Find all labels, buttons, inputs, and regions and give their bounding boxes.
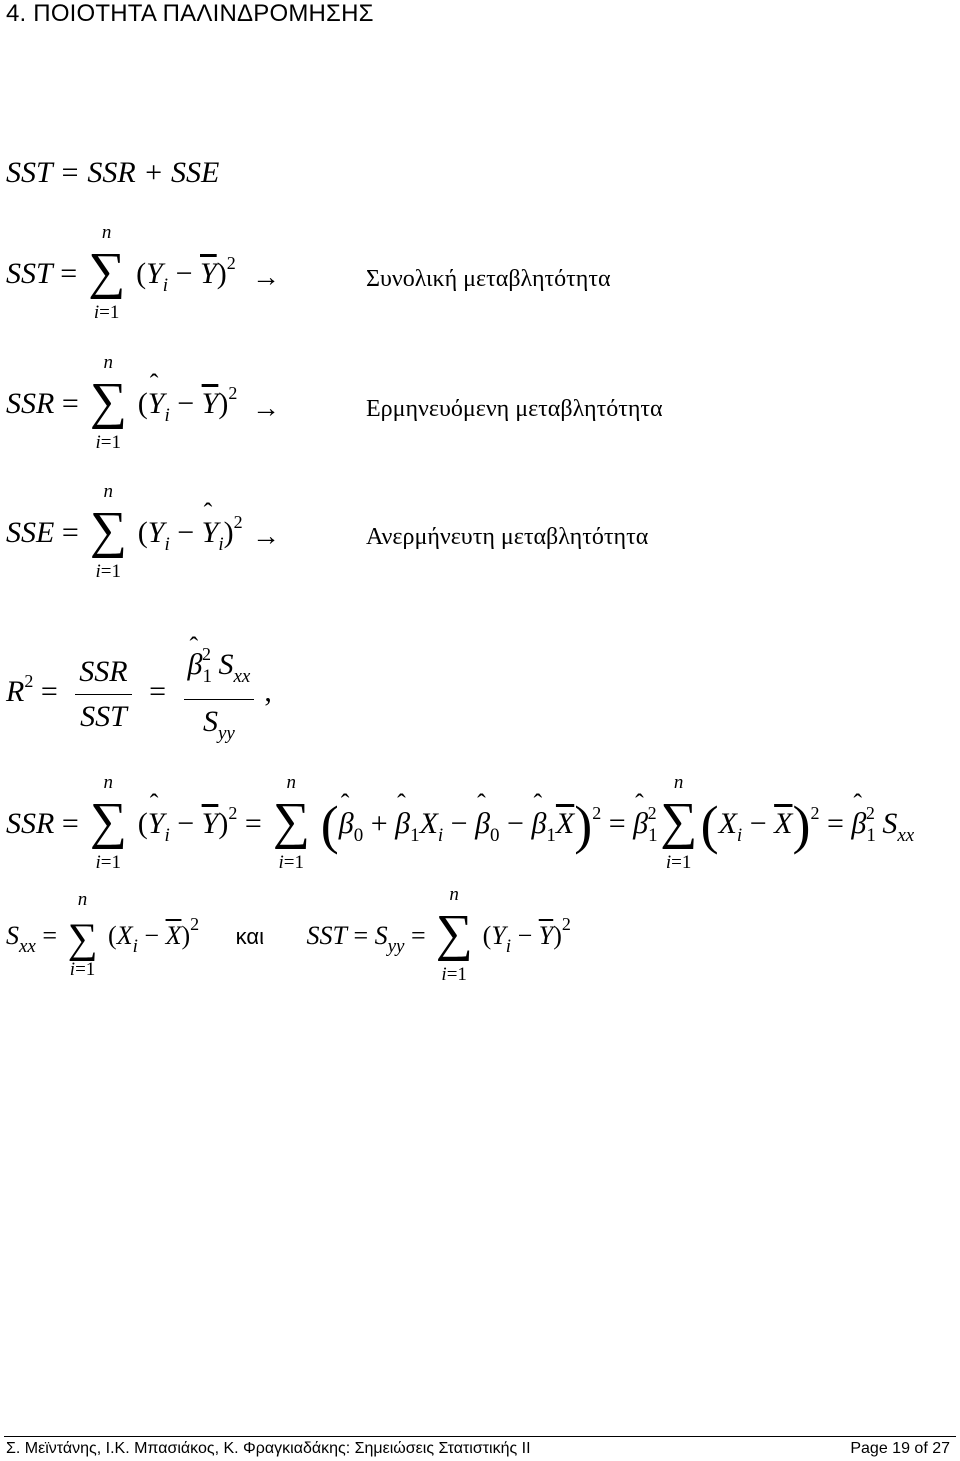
arrow-icon: → bbox=[252, 262, 280, 293]
connector-word: και bbox=[235, 923, 264, 949]
ssr-lhs: SSR bbox=[6, 386, 55, 420]
sst-lhs: SST bbox=[6, 256, 53, 290]
summation-sign: n ∑ i=1 bbox=[89, 481, 127, 582]
arrow-icon: → bbox=[252, 521, 280, 552]
sst-description: Συνολική μεταβλητότητα bbox=[366, 266, 611, 292]
summation-sign: n ∑ i=1 bbox=[435, 884, 473, 985]
sxx-sst-definitions: $S_{xx}$ = n ∑ i=1 $(X_i - \overline{X})^2$ και SST = $S_{yy}$ = n ∑ i=1 $(Y_i - \overline{Y})^2$ bbox=[6, 884, 571, 985]
sse-lhs: SSE bbox=[6, 515, 55, 549]
r-squared-formula: $R^2$ = $\frac{\text{SSR}}{\text{SST}}$ = ˆ $\frac{\beta_1^2 S_{xx}}{S_{yy}}$ , bbox=[6, 632, 272, 756]
sse-formula: SSE = n ∑ i=1 ($Y_i$ − ˆ $Y_i)^2$ bbox=[6, 495, 243, 575]
summation-sign: n ∑ i=1 bbox=[89, 352, 127, 453]
summation-sign: n ∑ i=1 bbox=[88, 222, 126, 323]
section-heading: 4. ΠΟΙΟΤΗΤΑ ΠΑΛΙΝΔΡΟΜΗΣΗΣ bbox=[6, 0, 374, 27]
summation-sign: n ∑ i=1 bbox=[272, 772, 310, 873]
decomposition-equation: SST = SSR + SSE bbox=[6, 156, 220, 189]
footer-page-number: Page 19 of 27 bbox=[850, 1440, 950, 1457]
ssr-formula: SSR = n ∑ i=1 (ˆ $Y_i - \overline{Y})^2$ bbox=[6, 366, 237, 446]
arrow-icon: → bbox=[252, 393, 280, 424]
r2-lhs: R bbox=[6, 674, 25, 708]
sse-description: Ανερμήνευτη μεταβλητότητα bbox=[366, 524, 649, 550]
summation-sign: n ∑ i=1 bbox=[660, 772, 698, 873]
summation-sign: n ∑ i=1 bbox=[67, 889, 98, 980]
footer-authors: Σ. Μεϊντάνης, Ι.Κ. Μπασιάκος, Κ. Φραγκιαδάκης: Σημειώσεις Στατιστικής ΙΙ bbox=[6, 1440, 531, 1457]
ssr-expansion: SSR = n ∑ i=1 (ˆ $Y_i - \overline{Y})^2$ = n ∑ i=1 (ˆ $\beta_0$ + ˆ $\beta_1X_i$ − ˆ $\beta_0$ − ˆ $\beta_1\overline{X})^2$ = ˆ $\beta_1^2$ n ∑ i=1 $(X_i - \overline{X})^2$ = ˆ $\beta_1^2$ $S_{xx}$ bbox=[6, 786, 914, 866]
footer-divider bbox=[4, 1436, 956, 1437]
sst-formula: SST = n ∑ i=1 $(Y_i - \overline{Y})^2$ bbox=[6, 222, 236, 323]
ssr-description: Ερμηνευόμενη μεταβλητότητα bbox=[366, 396, 663, 422]
summation-sign: n ∑ i=1 bbox=[89, 772, 127, 873]
